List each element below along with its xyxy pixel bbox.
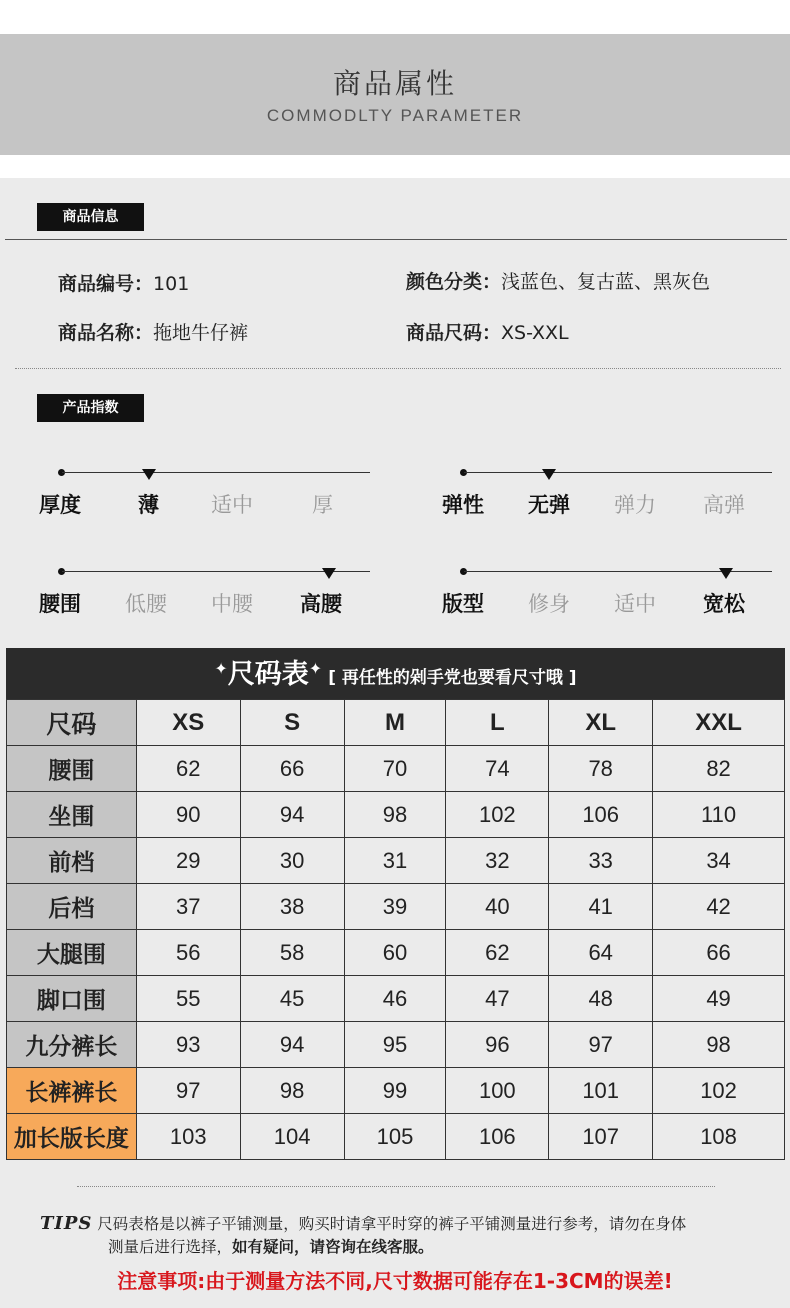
column-header: L — [446, 700, 549, 746]
sparkle-icon: ✦ — [308, 659, 323, 678]
table-cell: 58 — [240, 930, 344, 976]
info-field-name — [58, 318, 248, 345]
column-header: XL — [549, 700, 653, 746]
table-cell: 39 — [344, 884, 446, 930]
column-header: S — [240, 700, 344, 746]
dotted-divider — [77, 1186, 715, 1187]
column-header-size: 尺码 — [7, 700, 137, 746]
table-cell: 102 — [653, 1068, 785, 1114]
page-header — [0, 34, 790, 155]
tips-label: TIPS — [40, 1213, 93, 1234]
row-label: 腰围 — [7, 746, 137, 792]
info-field-color — [406, 267, 710, 294]
tips-text: 尺码表格是以裤子平铺测量，购买时请拿平时穿的裤子平铺测量进行参考，请勿在身体 — [97, 1215, 687, 1233]
index-section-tag: 产品指数 — [37, 394, 144, 422]
table-cell: 103 — [136, 1114, 240, 1160]
info-section-tag: 商品信息 — [37, 203, 144, 231]
table-cell: 95 — [344, 1022, 446, 1068]
index-option: 薄 — [138, 493, 159, 517]
table-cell: 38 — [240, 884, 344, 930]
table-cell: 32 — [446, 838, 549, 884]
table-cell: 48 — [549, 976, 653, 1022]
table-cell: 110 — [653, 792, 785, 838]
table-cell: 105 — [344, 1114, 446, 1160]
table-row — [7, 1068, 785, 1114]
scale-selected-marker — [542, 469, 556, 480]
table-cell: 47 — [446, 976, 549, 1022]
table-cell: 98 — [240, 1068, 344, 1114]
index-option: 适中 — [614, 592, 656, 616]
table-cell: 82 — [653, 746, 785, 792]
page-title: 商品属性 — [332, 67, 457, 100]
table-cell: 102 — [446, 792, 549, 838]
info-value: 拖地牛仔裤 — [153, 322, 249, 344]
info-field-size — [406, 318, 569, 345]
table-cell: 62 — [446, 930, 549, 976]
table-cell: 96 — [446, 1022, 549, 1068]
size-table-subtitle: [ 再任性的剁手党也要看尺寸哦 ] — [328, 668, 577, 688]
table-row — [7, 884, 785, 930]
info-key: 颜色分类： — [406, 271, 502, 293]
row-label: 脚口围 — [7, 976, 137, 1022]
table-cell: 40 — [446, 884, 549, 930]
table-cell: 60 — [344, 930, 446, 976]
table-cell: 74 — [446, 746, 549, 792]
info-key: 商品名称： — [58, 322, 154, 344]
row-label: 后档 — [7, 884, 137, 930]
column-header: M — [344, 700, 446, 746]
notice-text: 注意事项:由于测量方法不同,尺寸数据可能存在1-3CM的误差! — [117, 1269, 673, 1293]
info-value: 101 — [153, 273, 190, 295]
scale-line — [464, 472, 772, 473]
table-cell: 97 — [136, 1068, 240, 1114]
table-cell: 31 — [344, 838, 446, 884]
scale-selected-marker — [142, 469, 156, 480]
table-cell: 46 — [344, 976, 446, 1022]
table-cell: 98 — [653, 1022, 785, 1068]
index-option: 高腰 — [300, 592, 342, 616]
row-label: 坐围 — [7, 792, 137, 838]
table-cell: 104 — [240, 1114, 344, 1160]
table-row — [7, 792, 785, 838]
sparkle-icon: ✦ — [214, 659, 228, 678]
size-table-title: 尺码表 — [227, 659, 309, 690]
info-field-number — [58, 269, 189, 296]
index-option: 无弹 — [528, 493, 570, 517]
table-cell: 45 — [240, 976, 344, 1022]
table-cell: 106 — [549, 792, 653, 838]
table-cell: 37 — [136, 884, 240, 930]
table-row — [7, 930, 785, 976]
table-row — [7, 838, 785, 884]
tips-block — [40, 1212, 770, 1259]
table-cell: 41 — [549, 884, 653, 930]
page-subtitle: COMMODLTY PARAMETER — [266, 106, 524, 125]
index-option: 中腰 — [211, 592, 253, 616]
index-title-elasticity: 弹性 — [442, 493, 484, 517]
index-title-waist: 腰围 — [39, 592, 81, 616]
table-cell: 30 — [240, 838, 344, 884]
row-label: 大腿围 — [7, 930, 137, 976]
table-cell: 29 — [136, 838, 240, 884]
index-option: 弹力 — [614, 493, 656, 517]
scale-line — [62, 472, 370, 473]
index-option: 修身 — [528, 592, 570, 616]
divider — [5, 239, 787, 240]
table-cell: 94 — [240, 792, 344, 838]
table-cell: 107 — [549, 1114, 653, 1160]
column-header: XXL — [653, 700, 785, 746]
scale-selected-marker — [719, 568, 733, 579]
table-cell: 94 — [240, 1022, 344, 1068]
index-title-thickness: 厚度 — [39, 493, 81, 517]
table-header-row — [7, 700, 785, 746]
table-cell: 56 — [136, 930, 240, 976]
info-value: 浅蓝色、复古蓝、黑灰色 — [501, 271, 711, 293]
table-cell: 70 — [344, 746, 446, 792]
scale-selected-marker — [322, 568, 336, 579]
table-cell: 100 — [446, 1068, 549, 1114]
index-title-fit: 版型 — [442, 592, 484, 616]
table-row — [7, 1022, 785, 1068]
column-header: XS — [136, 700, 240, 746]
table-cell: 106 — [446, 1114, 549, 1160]
table-cell: 64 — [549, 930, 653, 976]
row-label: 前档 — [7, 838, 137, 884]
table-cell: 55 — [136, 976, 240, 1022]
info-key: 商品编号： — [58, 273, 154, 295]
index-option: 宽松 — [703, 592, 745, 616]
table-cell: 78 — [549, 746, 653, 792]
table-cell: 93 — [136, 1022, 240, 1068]
table-cell: 99 — [344, 1068, 446, 1114]
table-cell: 34 — [653, 838, 785, 884]
row-label: 九分裤长 — [7, 1022, 137, 1068]
table-cell: 42 — [653, 884, 785, 930]
table-row — [7, 746, 785, 792]
table-cell: 101 — [549, 1068, 653, 1114]
index-option: 厚 — [312, 493, 333, 517]
table-cell: 98 — [344, 792, 446, 838]
size-grid — [6, 699, 785, 1160]
table-cell: 108 — [653, 1114, 785, 1160]
table-cell: 62 — [136, 746, 240, 792]
table-cell: 66 — [240, 746, 344, 792]
table-row — [7, 976, 785, 1022]
info-value: XS-XXL — [501, 322, 569, 344]
size-table-header — [6, 648, 785, 699]
table-cell: 66 — [653, 930, 785, 976]
size-table — [6, 648, 785, 1157]
row-label: 加长版长度 — [7, 1114, 137, 1160]
index-option: 高弹 — [703, 493, 745, 517]
index-option: 适中 — [211, 493, 253, 517]
table-cell: 49 — [653, 976, 785, 1022]
tips-text: 测量后进行选择， — [108, 1238, 233, 1256]
table-cell: 33 — [549, 838, 653, 884]
row-label: 长裤裤长 — [7, 1068, 137, 1114]
index-option: 低腰 — [125, 592, 167, 616]
table-row — [7, 1114, 785, 1160]
table-cell: 97 — [549, 1022, 653, 1068]
tips-text-bold: 如有疑问，请咨询在线客服。 — [232, 1238, 434, 1256]
table-cell: 90 — [136, 792, 240, 838]
content-panel — [0, 178, 790, 1308]
info-key: 商品尺码： — [406, 322, 502, 344]
dotted-divider — [15, 368, 781, 369]
